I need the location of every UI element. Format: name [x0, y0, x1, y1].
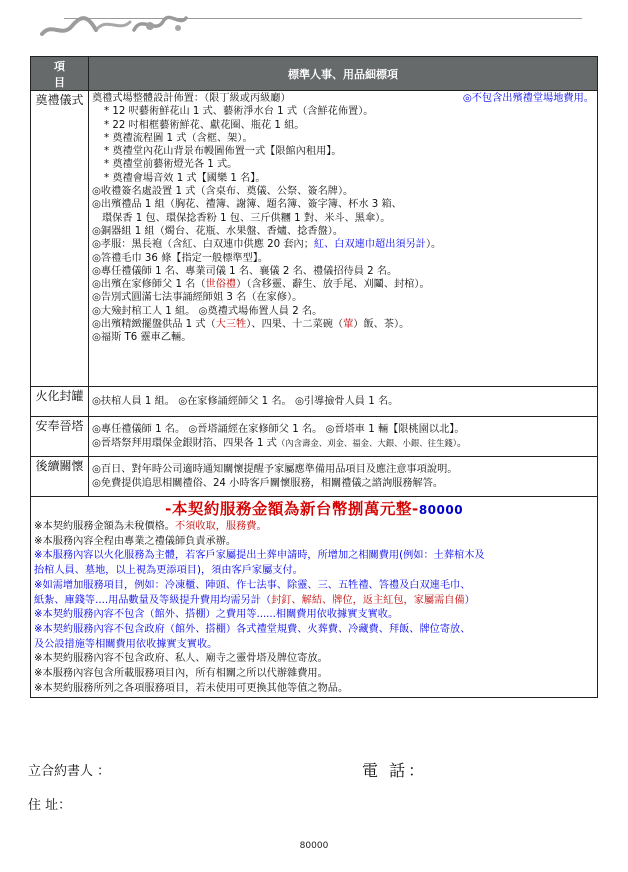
text-segment: 葷	[343, 319, 354, 331]
list-item	[92, 278, 594, 291]
text-segment: * 奠禮堂前藝術燈光各 1 式。	[104, 159, 238, 171]
text-segment: ）飯、茶）。	[353, 319, 410, 331]
text-segment: ※本服務內容以火化服務為主體，若客戶家屬提出土葬申請時，所增加之相關費用(例如：土葬棺木及	[34, 550, 485, 562]
text-segment: ※本契約服務所列之各項服務項目，若未使用可更換其他等值之物品。	[34, 682, 349, 694]
list-item	[92, 92, 594, 105]
text-segment: ◎出殯禮品 1 組（胸花、禮簿、謝簿、題名簿、簽字簿、杯水 3 箱、	[92, 199, 402, 211]
list-item	[92, 331, 594, 344]
term-note	[34, 549, 594, 564]
text-segment: 奠禮式場整體設計佈置：（限丁級或丙級廳）	[92, 93, 291, 104]
text-segment: 不須收取，服務費。	[174, 521, 267, 532]
text-segment: ◎答禮毛巾 36 條【指定一般標準型】。	[92, 252, 269, 264]
row-content	[89, 91, 598, 387]
text-segment: * 奠禮流程圖 1 式（含框、架）。	[104, 132, 253, 144]
row-content	[89, 387, 598, 417]
header-title: 標準人事、用品細標項	[89, 57, 598, 91]
text-segment: 紅、白双連巾超出須另計	[313, 239, 426, 251]
text-segment: * 奠禮會場音效 1 式【國樂 1 名】。	[104, 172, 266, 184]
term-note	[34, 520, 594, 535]
term-note	[34, 623, 594, 638]
term-note	[34, 652, 594, 667]
text-segment: ◎告別式圓滿七法事誦經師姐 3 名（在家修）。	[92, 292, 303, 304]
text-segment: ）	[464, 594, 475, 606]
row-label: 安奉晉塔	[31, 417, 89, 457]
list-item	[92, 265, 594, 278]
text-segment: ）、四果、十二菜碗（	[246, 319, 344, 331]
text-segment: ◎晉塔祭拜用環保金銀財箔、四果各 1 式	[92, 437, 277, 449]
text-segment: ※本契約服務金額為未稅價格。	[34, 521, 175, 532]
text-segment: ◎銅器組 1 組（燭台、花瓶、水果盤、香爐、捻香盤）。	[92, 225, 344, 237]
term-note	[34, 608, 594, 623]
text-segment: ◎百日、對年時公司適時通知關懷提醒予家屬應準備用品項目及應注意事項說明。	[92, 464, 458, 476]
text-segment: ※本契約服務內容不包含（館外、搭棚）之費用等......相關費用依收據實支實收。	[34, 609, 399, 621]
term-note	[34, 682, 594, 697]
address-label: 住 址：	[28, 798, 72, 813]
list-item	[92, 395, 594, 408]
contract-amount-headline: -本契約服務金額為新台幣捌萬元整-80000	[164, 500, 464, 518]
list-item	[92, 132, 594, 145]
row-content	[89, 457, 598, 497]
list-item	[92, 172, 594, 185]
row-content	[89, 417, 598, 457]
list-item	[92, 105, 594, 118]
text-segment: ◎大殮封棺工人 1 組。 ◎奠禮式場佈置人員 2 名。	[92, 305, 323, 317]
text-segment: 環保香 1 包、環保捻香粉 1 包、三斤供糰 1 對、米斗、黑傘）。	[102, 212, 391, 224]
text-segment: ◎專任禮儀師 1 名、專業司儀 1 名、襄儀 2 名、禮儀招待員 2 名。	[92, 265, 398, 277]
text-segment: ◎免費提供追思相關禮俗、24 小時客戶關懷服務，相關禮儀之諮詢服務解答。	[92, 477, 444, 489]
table-row	[31, 457, 598, 497]
text-segment: 抬棺人員、墓地，以上視為更添項目)，須由客戶家屬支付。	[34, 565, 303, 577]
list-item	[92, 463, 594, 476]
list-item	[92, 225, 594, 238]
term-note	[34, 594, 594, 609]
text-segment: 世俗禮	[205, 279, 237, 291]
signer-label: 立合約書人 ：	[28, 764, 111, 779]
text-segment: ◎孝服：黑長袍（含紅、白双連巾供應 20 套內；	[92, 239, 314, 251]
row-label: 奠禮儀式	[31, 91, 89, 387]
text-segment: ◎專任禮儀師 1 名。 ◎晉塔誦經在家修師父 1 名。 ◎晉塔車 1 輛【限桃園以北】。	[92, 424, 465, 436]
list-item	[92, 185, 594, 198]
text-segment: ）（含移靈、辭生、放手尾、刈鬮、封棺）。	[236, 279, 430, 291]
terms-notes	[31, 497, 598, 698]
text-segment: ※本服務內容包含所載服務項目內，所有相關之所以代辦雜費用。	[34, 668, 328, 680]
table-row	[31, 91, 598, 387]
text-segment: * 奠禮堂內花山背景布幔圖佈置一式【限館內租用】。	[104, 146, 342, 158]
text-segment: ※本契約服務內容不包含政府、私人、廟寺之靈骨塔及牌位寄放。	[34, 653, 328, 665]
page-number: 80000	[299, 841, 329, 851]
list-item	[92, 158, 594, 171]
venue-fee-note: ◎不包含出殯禮堂場地費用。	[462, 93, 594, 104]
row-label: 火化封罐	[31, 387, 89, 417]
text-segment: ※如需增加服務項目，例如：冷凍櫃、陣頭、作七法事、除靈、三、五牲禮、答禮及白双連毛巾、	[34, 579, 471, 591]
text-segment: ◎福斯 T6 靈車乙輛。	[92, 332, 192, 344]
table-row	[31, 417, 598, 457]
header-rule	[64, 18, 582, 19]
term-note	[34, 564, 594, 579]
list-item	[92, 145, 594, 158]
text-segment: ◎出殯精緻擺盤供品 1 式（	[92, 319, 216, 331]
header-item: 項 目	[31, 57, 89, 91]
text-segment: ※本服務內容全程由專業之禮儀師負責承辦。	[34, 535, 237, 547]
text-segment: * 22 吋相框藝術鮮花、獻花圈、瓶花 1 組。	[104, 119, 305, 131]
list-item	[92, 305, 594, 318]
text-segment: （內含壽金、刈金、福金、大銀、小銀、往生錢）	[276, 437, 457, 448]
list-item	[92, 212, 594, 225]
list-item	[92, 252, 594, 265]
text-segment: 封釘、解結、牌位，返主紅包，家屬需自備	[271, 594, 465, 606]
service-spec-table	[30, 56, 598, 698]
row-label: 後續關懷	[31, 457, 89, 497]
header-ornament-icon	[38, 8, 198, 42]
text-segment: ）。	[425, 239, 442, 251]
table-row	[31, 387, 598, 417]
list-item	[92, 291, 594, 304]
list-item	[92, 238, 594, 251]
text-segment: ※本契約服務內容不包含政府（館外、搭棚）各式禮堂規費、火葬費、冷藏費、拜飯、牌位寄放、	[34, 623, 471, 635]
list-item	[92, 437, 594, 450]
list-item	[92, 318, 594, 331]
term-note	[34, 638, 594, 653]
list-item	[92, 477, 594, 490]
term-note	[34, 579, 594, 594]
phone-label: 電 話：	[362, 761, 428, 780]
text-segment: 。	[456, 437, 468, 449]
text-segment: ◎收禮簽名處設置 1 式（含桌布、奠儀、公祭、簽名牌）。	[92, 186, 354, 198]
list-item	[92, 198, 594, 211]
term-note	[34, 667, 594, 682]
text-segment: 紙紮、庫錢等....用品數量及等級提升費用均需另計（	[34, 594, 272, 606]
text-segment: 及公設措施等相關費用依收據實支實收。	[34, 638, 218, 650]
text-segment: ◎出殯在家修師父 1 名（	[92, 279, 206, 291]
text-segment: 大三牲	[215, 319, 247, 331]
text-segment: * 12 呎藝術鮮花山 1 式、藝術淨水台 1 式（含鮮花佈置）。	[104, 106, 374, 118]
text-segment: ◎扶棺人員 1 組。 ◎在家修誦經師父 1 名。 ◎引導撿骨人員 1 名。	[92, 395, 399, 407]
list-item	[92, 119, 594, 132]
term-note	[34, 535, 594, 550]
list-item	[92, 423, 594, 436]
